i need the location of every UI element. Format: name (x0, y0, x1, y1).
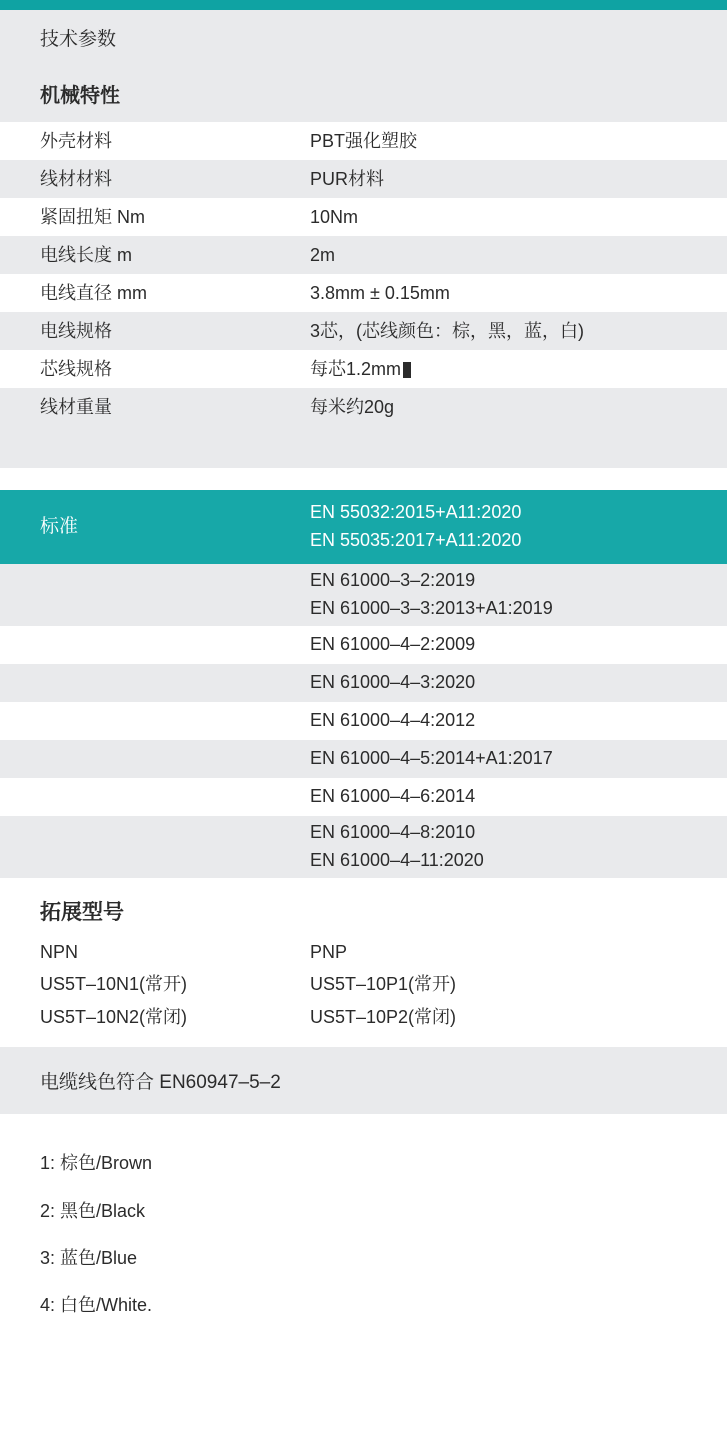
table-row (0, 160, 727, 198)
extended-models-grid (0, 936, 727, 1047)
extended-models-title: 拓展型号 (0, 878, 727, 936)
table-row (0, 564, 727, 626)
npn-model: US5T–10N2(常闭) (40, 1006, 188, 1027)
table-row (0, 778, 727, 816)
table-row (0, 350, 727, 388)
row-value: 2m (310, 244, 336, 265)
table-row (0, 740, 727, 778)
standards-section (0, 490, 727, 878)
table-row (0, 664, 727, 702)
table-row (0, 626, 727, 664)
pnp-model: US5T–10P2(常闭) (310, 1006, 457, 1027)
standards-header-row (0, 490, 727, 564)
row-value: 每芯1.2mm (310, 357, 727, 381)
row-value: 3.8mm ± 0.15mm (310, 282, 450, 303)
row-label: 外壳材料 (40, 130, 112, 151)
table-row (0, 702, 727, 740)
standard-value: EN 61000–3–2:2019 (310, 570, 476, 591)
table-row (0, 816, 727, 878)
row-value (310, 819, 727, 875)
section-gap (0, 468, 727, 490)
row-label: 线材重量 (40, 396, 112, 417)
square-glyph-icon (403, 362, 411, 378)
pnp-column-header: PNP (310, 942, 348, 962)
cable-colors-list (0, 1114, 727, 1329)
row-value: EN 61000–4–3:2020 (310, 672, 476, 693)
row-label: 电线规格 (40, 320, 112, 341)
list-item (40, 1001, 727, 1033)
standard-value: EN 55032:2015+A11:2020 (310, 502, 522, 523)
table-row (0, 236, 727, 274)
standard-value: EN 55035:2017+A11:2020 (310, 530, 522, 550)
list-item: 4: 白色/White. (40, 1294, 153, 1315)
row-label: 线材材料 (40, 168, 112, 189)
row-value: PUR材料 (310, 168, 385, 189)
row-label: 电线直径 mm (40, 282, 147, 303)
cable-colors-title: 电缆线色符合 EN60947–5–2 (0, 1047, 727, 1114)
list-item (40, 968, 727, 1000)
mechanical-section-title: 机械特性 (0, 65, 727, 122)
list-item: 3: 蓝色/Blue (40, 1247, 138, 1268)
row-value: 每米约20g (310, 396, 395, 417)
mechanical-section (0, 65, 727, 490)
npn-column-header: NPN (40, 942, 79, 962)
npn-model: US5T–10N1(常开) (40, 974, 188, 995)
page-title: 技术参数 (0, 10, 727, 65)
extended-models-section (0, 878, 727, 1047)
top-accent-bar (0, 0, 727, 10)
standards-header-values (310, 499, 727, 555)
table-row (0, 198, 727, 236)
row-label: 电线长度 m (40, 244, 132, 265)
row-value: EN 61000–4–4:2012 (310, 710, 476, 731)
row-value: EN 61000–4–5:2014+A1:2017 (310, 748, 553, 769)
list-item: 2: 黑色/Black (40, 1200, 146, 1221)
pnp-model: US5T–10P1(常开) (310, 974, 457, 995)
standard-value: EN 61000–3–3:2013+A1:2019 (310, 598, 553, 618)
cable-colors-section (0, 1047, 727, 1389)
standard-value: EN 61000–4–11:2020 (310, 850, 484, 870)
table-row (0, 388, 727, 426)
models-header-line (40, 936, 727, 968)
bottom-spacer (0, 1329, 727, 1389)
standards-label: 标准 (40, 516, 79, 538)
row-label: 紧固扭矩 Nm (40, 206, 145, 227)
row-value: 3芯，(芯线颜色：棕，黑，蓝，白) (310, 320, 584, 341)
row-value: EN 61000–4–6:2014 (310, 786, 476, 807)
row-value: PBT强化塑胶 (310, 130, 418, 151)
row-value (310, 567, 727, 623)
list-item: 1: 棕色/Brown (40, 1153, 153, 1174)
table-row (0, 312, 727, 350)
table-row (0, 122, 727, 160)
standard-value: EN 61000–4–8:2010 (310, 822, 476, 843)
table-row (0, 274, 727, 312)
section-spacer (0, 426, 727, 468)
row-label: 芯线规格 (40, 358, 112, 379)
row-value: EN 61000–4–2:2009 (310, 634, 476, 655)
row-value: 10Nm (310, 206, 359, 227)
